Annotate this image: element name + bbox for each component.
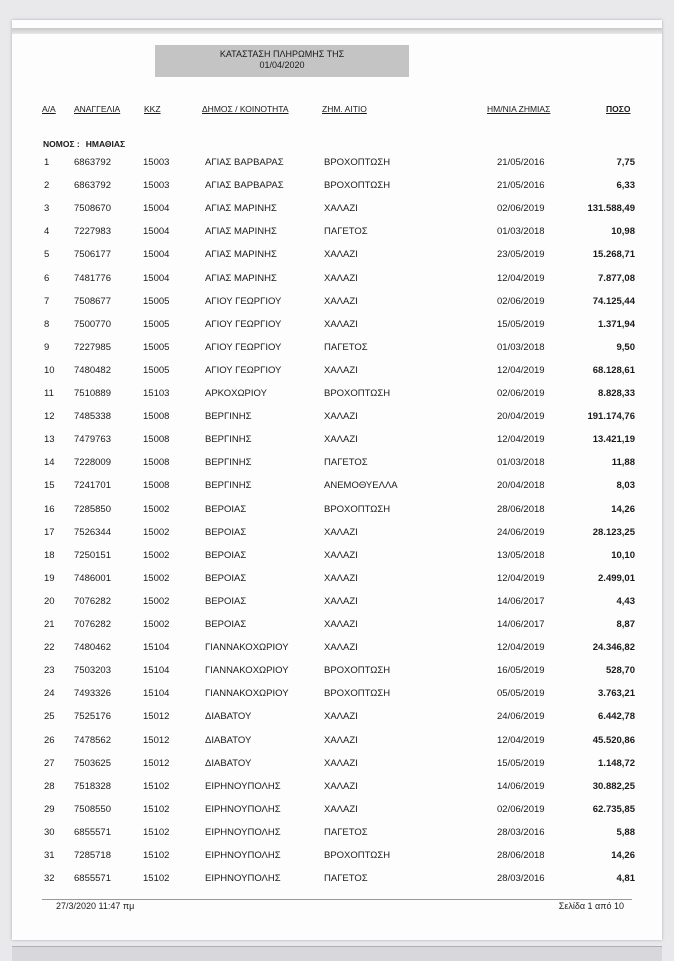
announcement-id: 7500770 — [74, 318, 111, 330]
announcement-id: 6863792 — [74, 180, 111, 192]
damage-cause: ΠΑΓΕΤΟΣ — [324, 873, 368, 885]
amount: 5,88 — [616, 826, 635, 838]
table-row — [12, 226, 662, 240]
kkz-code: 15003 — [143, 157, 170, 168]
row-number: 13 — [44, 434, 55, 446]
amount: 6,33 — [616, 180, 635, 192]
amount: 8.828,33 — [598, 388, 635, 399]
damage-cause: ΧΑΛΑΖΙ — [324, 549, 358, 561]
announcement-id: 7285850 — [74, 503, 111, 515]
header-date: ΗΜ/ΝΙΑ ΖΗΜΙΑΣ — [487, 104, 551, 114]
municipality: ΒΕΡΟΙΑΣ — [205, 549, 247, 561]
announcement-id: 7076282 — [74, 619, 111, 630]
announcement-id: 6863792 — [74, 157, 111, 168]
row-number: 10 — [44, 364, 55, 376]
table-row — [12, 180, 662, 194]
table-row — [12, 781, 662, 795]
damage-date: 16/05/2019 — [497, 665, 545, 677]
table-row — [12, 480, 662, 494]
damage-cause: ΧΑΛΑΖΙ — [324, 803, 358, 815]
announcement-id: 7493326 — [74, 688, 111, 700]
municipality: ΕΙΡΗΝΟΥΠΟΛΗΣ — [205, 850, 281, 861]
kkz-code: 15012 — [143, 734, 170, 746]
table-row — [12, 665, 662, 679]
table-row — [12, 249, 662, 263]
announcement-id: 7227985 — [74, 341, 111, 353]
announcement-id: 6855571 — [74, 873, 111, 885]
damage-date: 28/06/2018 — [497, 850, 545, 861]
row-number: 28 — [44, 780, 55, 792]
report-date: 01/04/2020 — [259, 60, 305, 70]
amount: 24.346,82 — [592, 642, 635, 654]
municipality: ΕΙΡΗΝΟΥΠΟΛΗΣ — [205, 826, 281, 838]
damage-cause: ΒΡΟΧΟΠΤΩΣΗ — [324, 688, 391, 700]
damage-cause: ΒΡΟΧΟΠΤΩΣΗ — [324, 157, 391, 168]
damage-cause: ΧΑΛΑΖΙ — [324, 411, 358, 423]
announcement-id: 7478562 — [74, 734, 111, 746]
table-row — [12, 688, 662, 702]
municipality: ΑΓΙΑΣ ΜΑΡΙΝΗΣ — [205, 272, 277, 284]
table-row — [12, 550, 662, 564]
kkz-code: 15005 — [143, 318, 170, 330]
damage-date: 02/06/2019 — [497, 803, 545, 815]
municipality: ΒΕΡΟΙΑΣ — [205, 619, 247, 630]
damage-date: 01/03/2018 — [497, 341, 545, 353]
municipality: ΑΓΙΟΥ ΓΕΩΡΓΙΟΥ — [205, 295, 282, 307]
kkz-code: 15004 — [143, 249, 170, 261]
municipality: ΒΕΡΓΙΝΗΣ — [205, 457, 252, 469]
amount: 1.371,94 — [598, 318, 635, 330]
row-number: 32 — [44, 873, 55, 885]
announcement-id: 7228009 — [74, 457, 111, 469]
damage-date: 21/05/2016 — [497, 180, 545, 192]
header-aitio: ΖΗΜ. ΑΙΤΙΟ — [322, 104, 367, 114]
damage-cause: ΧΑΛΑΖΙ — [324, 780, 358, 792]
amount: 30.882,25 — [592, 780, 635, 792]
municipality: ΓΙΑΝΝΑΚΟΧΩΡΙΟΥ — [205, 642, 289, 654]
amount: 10,10 — [611, 549, 635, 561]
damage-date: 14/06/2019 — [497, 780, 545, 792]
damage-cause: ΧΑΛΑΖΙ — [324, 595, 358, 607]
damage-cause: ΒΡΟΧΟΠΤΩΣΗ — [324, 665, 391, 677]
table-row — [12, 735, 662, 749]
amount: 74.125,44 — [592, 295, 635, 307]
amount: 8,03 — [616, 480, 635, 492]
damage-date: 24/06/2019 — [497, 711, 545, 723]
table-row — [12, 273, 662, 287]
kkz-code: 15005 — [143, 295, 170, 307]
damage-date: 02/06/2019 — [497, 203, 545, 215]
amount: 28.123,25 — [592, 526, 635, 538]
municipality: ΒΕΡΓΙΝΗΣ — [205, 480, 252, 492]
damage-date: 24/06/2019 — [497, 526, 545, 538]
kkz-code: 15008 — [143, 457, 170, 469]
damage-cause: ΒΡΟΧΟΠΤΩΣΗ — [324, 850, 391, 861]
document-page — [12, 20, 662, 940]
announcement-id: 7506177 — [74, 249, 111, 261]
municipality: ΒΕΡΟΙΑΣ — [205, 572, 247, 584]
damage-cause: ΧΑΛΑΖΙ — [324, 711, 358, 723]
row-number: 11 — [44, 388, 54, 399]
damage-cause: ΧΑΛΑΖΙ — [324, 272, 358, 284]
footer-divider — [42, 899, 632, 900]
row-number: 23 — [44, 665, 55, 677]
municipality: ΑΓΙΟΥ ΓΕΩΡΓΙΟΥ — [205, 318, 282, 330]
nomos-value: ΗΜΑΘΙΑΣ — [85, 139, 126, 149]
header-poso: ΠΟΣΟ — [606, 104, 631, 114]
damage-date: 21/05/2016 — [497, 157, 545, 168]
kkz-code: 15012 — [143, 757, 170, 769]
announcement-id: 7485338 — [74, 411, 111, 423]
row-number: 1 — [44, 157, 50, 168]
damage-cause: ΠΑΓΕΤΟΣ — [324, 226, 368, 238]
kkz-code: 15012 — [143, 711, 170, 723]
damage-cause: ΒΡΟΧΟΠΤΩΣΗ — [324, 388, 391, 399]
announcement-id: 6855571 — [74, 826, 111, 838]
table-row — [12, 804, 662, 818]
row-number: 31 — [44, 850, 55, 861]
row-number: 14 — [44, 457, 55, 469]
row-number: 18 — [44, 549, 55, 561]
municipality: ΔΙΑΒΑΤΟΥ — [205, 734, 252, 746]
damage-date: 12/04/2019 — [497, 272, 545, 284]
municipality: ΒΕΡΓΙΝΗΣ — [205, 411, 252, 423]
damage-date: 20/04/2019 — [497, 411, 545, 423]
kkz-code: 15002 — [143, 595, 170, 607]
table-row — [12, 758, 662, 772]
damage-cause: ΠΑΓΕΤΟΣ — [324, 457, 368, 469]
damage-date: 28/03/2016 — [497, 826, 545, 838]
row-number: 26 — [44, 734, 55, 746]
kkz-code: 15102 — [143, 873, 170, 885]
damage-cause: ΑΝΕΜΟΘΥΕΛΛΑ — [324, 480, 398, 492]
kkz-code: 15002 — [143, 572, 170, 584]
damage-date: 14/06/2017 — [497, 619, 545, 630]
table-row — [12, 873, 662, 887]
announcement-id: 7518328 — [74, 780, 111, 792]
damage-date: 01/03/2018 — [497, 226, 545, 238]
municipality: ΒΕΡΓΙΝΗΣ — [205, 434, 252, 446]
print-timestamp: 27/3/2020 11:47 πμ — [56, 901, 135, 911]
kkz-code: 15008 — [143, 411, 170, 423]
row-number: 30 — [44, 826, 55, 838]
announcement-id: 7503203 — [74, 665, 111, 677]
table-row — [12, 457, 662, 471]
damage-cause: ΧΑΛΑΖΙ — [324, 526, 358, 538]
kkz-code: 15008 — [143, 480, 170, 492]
table-row — [12, 527, 662, 541]
amount: 13.421,19 — [592, 434, 635, 446]
table-row — [12, 434, 662, 448]
amount: 11,88 — [611, 457, 635, 469]
damage-date: 01/03/2018 — [497, 457, 545, 469]
row-number: 5 — [44, 249, 50, 261]
kkz-code: 15005 — [143, 341, 170, 353]
amount: 528,70 — [605, 665, 635, 677]
damage-date: 12/04/2019 — [497, 572, 545, 584]
kkz-code: 15002 — [143, 549, 170, 561]
amount: 2.499,01 — [598, 572, 635, 584]
row-number: 27 — [44, 757, 55, 769]
municipality: ΒΕΡΟΙΑΣ — [205, 595, 247, 607]
row-number: 17 — [44, 526, 55, 538]
kkz-code: 15104 — [143, 642, 170, 654]
damage-date: 12/04/2019 — [497, 734, 545, 746]
row-number: 3 — [44, 203, 50, 215]
municipality: ΕΙΡΗΝΟΥΠΟΛΗΣ — [205, 780, 281, 792]
amount: 8,87 — [616, 619, 635, 630]
announcement-id: 7510889 — [74, 388, 111, 399]
damage-cause: ΧΑΛΑΖΙ — [324, 734, 358, 746]
municipality: ΑΓΙΑΣ ΜΑΡΙΝΗΣ — [205, 226, 277, 238]
municipality: ΑΓΙΟΥ ΓΕΩΡΓΙΟΥ — [205, 364, 282, 376]
row-number: 8 — [44, 318, 50, 330]
damage-date: 05/05/2019 — [497, 688, 545, 700]
announcement-id: 7525176 — [74, 711, 111, 723]
kkz-code: 15005 — [143, 364, 170, 376]
row-number: 29 — [44, 803, 55, 815]
damage-cause: ΧΑΛΑΖΙ — [324, 364, 358, 376]
kkz-code: 15102 — [143, 826, 170, 838]
table-row — [12, 296, 662, 310]
amount: 14,26 — [611, 850, 635, 861]
announcement-id: 7508550 — [74, 803, 111, 815]
damage-date: 15/05/2019 — [497, 318, 545, 330]
row-number: 15 — [44, 480, 55, 492]
announcement-id: 7479763 — [74, 434, 111, 446]
damage-cause: ΧΑΛΑΖΙ — [324, 249, 358, 261]
municipality: ΒΕΡΟΙΑΣ — [205, 526, 247, 538]
damage-date: 20/04/2018 — [497, 480, 545, 492]
municipality: ΓΙΑΝΝΑΚΟΧΩΡΙΟΥ — [205, 688, 289, 700]
table-row — [12, 388, 662, 402]
table-row — [12, 411, 662, 425]
damage-date: 12/04/2019 — [497, 364, 545, 376]
table-row — [12, 319, 662, 333]
next-page-edge — [12, 946, 662, 961]
amount: 15.268,71 — [592, 249, 635, 261]
announcement-id: 7480462 — [74, 642, 111, 654]
damage-date: 14/06/2017 — [497, 595, 545, 607]
damage-cause: ΒΡΟΧΟΠΤΩΣΗ — [324, 180, 391, 192]
row-number: 16 — [44, 503, 55, 515]
table-row — [12, 711, 662, 725]
amount: 68.128,61 — [592, 364, 635, 376]
damage-date: 02/06/2019 — [497, 295, 545, 307]
row-number: 12 — [44, 411, 55, 423]
amount: 62.735,85 — [592, 803, 635, 815]
municipality: ΔΙΑΒΑΤΟΥ — [205, 711, 252, 723]
amount: 9,50 — [616, 341, 635, 353]
damage-cause: ΧΑΛΑΖΙ — [324, 642, 358, 654]
row-number: 19 — [44, 572, 55, 584]
kkz-code: 15002 — [143, 503, 170, 515]
kkz-code: 15103 — [143, 388, 170, 399]
table-row — [12, 573, 662, 587]
damage-cause: ΒΡΟΧΟΠΤΩΣΗ — [324, 503, 391, 515]
table-row — [12, 619, 662, 633]
municipality: ΒΕΡΟΙΑΣ — [205, 503, 247, 515]
damage-cause: ΧΑΛΑΖΙ — [324, 757, 358, 769]
announcement-id: 7285718 — [74, 850, 111, 861]
table-row — [12, 642, 662, 656]
row-number: 24 — [44, 688, 55, 700]
kkz-code: 15102 — [143, 780, 170, 792]
table-row — [12, 342, 662, 356]
table-row — [12, 203, 662, 217]
municipality: ΕΙΡΗΝΟΥΠΟΛΗΣ — [205, 873, 281, 885]
municipality: ΑΓΙΑΣ ΒΑΡΒΑΡΑΣ — [205, 157, 284, 168]
damage-cause: ΧΑΛΑΖΙ — [324, 318, 358, 330]
damage-date: 28/06/2018 — [497, 503, 545, 515]
kkz-code: 15002 — [143, 619, 170, 630]
damage-cause: ΠΑΓΕΤΟΣ — [324, 826, 368, 838]
amount: 10,98 — [611, 226, 635, 238]
municipality: ΑΡΚΟΧΩΡΙΟΥ — [205, 388, 267, 399]
kkz-code: 15104 — [143, 688, 170, 700]
kkz-code: 15002 — [143, 526, 170, 538]
amount: 3.763,21 — [598, 688, 635, 700]
amount: 131.588,49 — [587, 203, 635, 215]
report-title: ΚΑΤΑΣΤΑΣΗ ΠΛΗΡΩΜΗΣ ΤΗΣ — [219, 49, 345, 59]
damage-cause: ΧΑΛΑΖΙ — [324, 203, 358, 215]
row-number: 20 — [44, 595, 55, 607]
announcement-id: 7480482 — [74, 364, 111, 376]
nomos-label: ΝΟΜΟΣ : — [43, 139, 80, 149]
amount: 191.174,76 — [587, 411, 635, 423]
municipality: ΑΓΙΟΥ ΓΕΩΡΓΙΟΥ — [205, 341, 282, 353]
table-row — [12, 157, 662, 171]
amount: 6.442,78 — [598, 711, 635, 723]
damage-date: 13/05/2018 — [497, 549, 545, 561]
amount: 45.520,86 — [592, 734, 635, 746]
announcement-id: 7508670 — [74, 203, 111, 215]
announcement-id: 7526344 — [74, 526, 111, 538]
amount: 7.877,08 — [598, 272, 635, 284]
announcement-id: 7508677 — [74, 295, 111, 307]
damage-date: 23/05/2019 — [497, 249, 545, 261]
municipality: ΑΓΙΑΣ ΜΑΡΙΝΗΣ — [205, 249, 277, 261]
damage-date: 15/05/2019 — [497, 757, 545, 769]
damage-cause: ΧΑΛΑΖΙ — [324, 434, 358, 446]
announcement-id: 7250151 — [74, 549, 111, 561]
kkz-code: 15003 — [143, 180, 170, 192]
kkz-code: 15102 — [143, 850, 170, 861]
table-row — [12, 365, 662, 379]
municipality: ΓΙΑΝΝΑΚΟΧΩΡΙΟΥ — [205, 665, 289, 677]
announcement-id: 7241701 — [74, 480, 111, 492]
row-number: 22 — [44, 642, 55, 654]
header-kkz: ΚΚΖ — [144, 104, 161, 114]
table-row — [12, 827, 662, 841]
damage-date: 12/04/2019 — [497, 434, 545, 446]
row-number: 25 — [44, 711, 55, 723]
announcement-id: 7486001 — [74, 572, 111, 584]
kkz-code: 15004 — [143, 272, 170, 284]
amount: 4,81 — [616, 873, 635, 885]
damage-date: 28/03/2016 — [497, 873, 545, 885]
municipality: ΑΓΙΑΣ ΒΑΡΒΑΡΑΣ — [205, 180, 284, 192]
municipality: ΑΓΙΑΣ ΜΑΡΙΝΗΣ — [205, 203, 277, 215]
table-row — [12, 596, 662, 610]
header-aa: Α/Α — [42, 104, 56, 114]
amount: 1.148,72 — [598, 757, 635, 769]
damage-cause: ΧΑΛΑΖΙ — [324, 572, 358, 584]
damage-cause: ΠΑΓΕΤΟΣ — [324, 341, 368, 353]
table-row — [12, 850, 662, 864]
damage-date: 02/06/2019 — [497, 388, 545, 399]
row-number: 9 — [44, 341, 50, 353]
announcement-id: 7227983 — [74, 226, 111, 238]
page-indicator: Σελίδα 1 από 10 — [558, 901, 624, 911]
announcement-id: 7503625 — [74, 757, 111, 769]
header-anaggelia: ΑΝΑΓΓΕΛΙΑ — [74, 104, 121, 114]
amount: 7,75 — [616, 157, 635, 168]
kkz-code: 15004 — [143, 226, 170, 238]
row-number: 21 — [44, 619, 55, 630]
damage-cause: ΧΑΛΑΖΙ — [324, 619, 358, 630]
kkz-code: 15008 — [143, 434, 170, 446]
kkz-code: 15104 — [143, 665, 170, 677]
kkz-code: 15004 — [143, 203, 170, 215]
row-number: 6 — [44, 272, 50, 284]
municipality: ΕΙΡΗΝΟΥΠΟΛΗΣ — [205, 803, 281, 815]
header-dimos: ΔΗΜΟΣ / ΚΟΙΝΟΤΗΤΑ — [202, 104, 289, 114]
municipality: ΔΙΑΒΑΤΟΥ — [205, 757, 252, 769]
announcement-id: 7076282 — [74, 595, 111, 607]
row-number: 4 — [44, 226, 50, 238]
table-row — [12, 504, 662, 518]
amount: 14,26 — [611, 503, 635, 515]
table-body — [12, 20, 662, 940]
amount: 4,43 — [616, 595, 635, 607]
kkz-code: 15102 — [143, 803, 170, 815]
row-number: 7 — [44, 295, 50, 307]
announcement-id: 7481776 — [74, 272, 111, 284]
damage-date: 12/04/2019 — [497, 642, 545, 654]
damage-cause: ΧΑΛΑΖΙ — [324, 295, 358, 307]
row-number: 2 — [44, 180, 50, 192]
